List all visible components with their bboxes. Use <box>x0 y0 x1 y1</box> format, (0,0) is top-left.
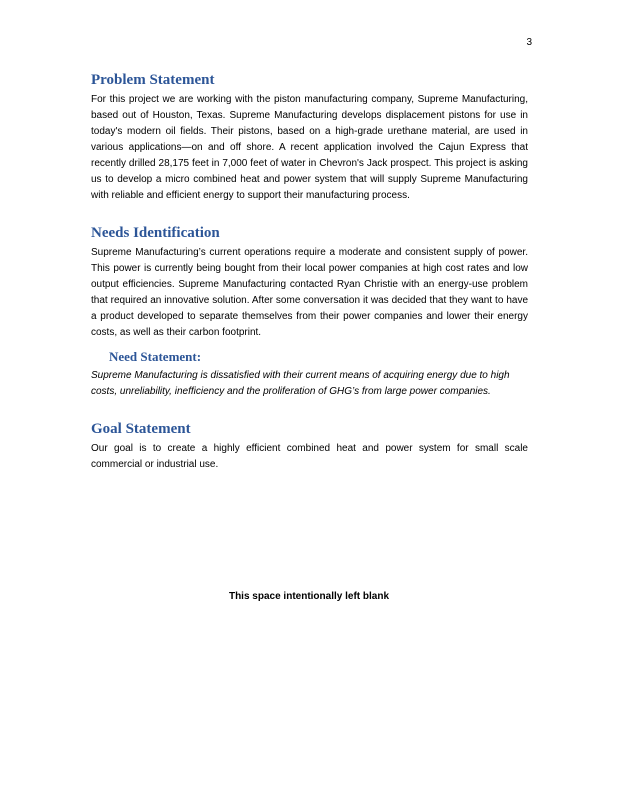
needs-heading: Needs Identification <box>91 225 220 241</box>
problem-section <box>91 71 528 204</box>
goal-text: Our goal is to create a highly efficient combined heat and power system for small scale commercial or industrial use. <box>91 443 528 470</box>
need-statement-heading: Need Statement: <box>109 349 202 364</box>
problem-text: For this project we are working with the piston manufacturing company, Supreme Manufacturing, based out of Houston, Texas. Supreme Manufacturing develops displacement pistons for use in today's modern oil fields. Their pistons, based on a high-grade urethane material, are used in various applications—on and off shore. A recent application involved the Cajun Express that recently drilled 28,175 feet in 7,000 feet of water in Chevron's Jack prospect. This project is asking us to develop a micro combined heat and power system that will supply Supreme Manufacturing with reliable and efficient energy to support their manufacturing process. <box>91 94 528 201</box>
goal-section <box>91 420 528 473</box>
need-statement-text: Supreme Manufacturing is dissatisfied with their current means of acquiring energy due to high costs, unreliability, inefficiency and the proliferation of GHG’s from large power companies. <box>91 370 510 397</box>
goal-heading: Goal Statement <box>91 421 191 437</box>
need-statement-section <box>91 349 528 400</box>
blank-page-note: This space intentionally left blank <box>228 591 390 602</box>
needs-section <box>91 224 528 341</box>
problem-heading: Problem Statement <box>91 72 215 88</box>
page-content <box>91 71 528 493</box>
page-number: 3 <box>526 37 532 48</box>
needs-text: Supreme Manufacturing’s current operations require a moderate and consistent supply of power. This power is currently being bought from their local power companies at high cost rates and low output efficiencies. Supreme Manufacturing contacted Ryan Christie with an energy-use problem that required an innovative solution. After some conversation it was decided that they want to have a product developed to separate themselves from their power companies and lower their energy costs, as well as their carbon footprint. <box>91 247 528 338</box>
